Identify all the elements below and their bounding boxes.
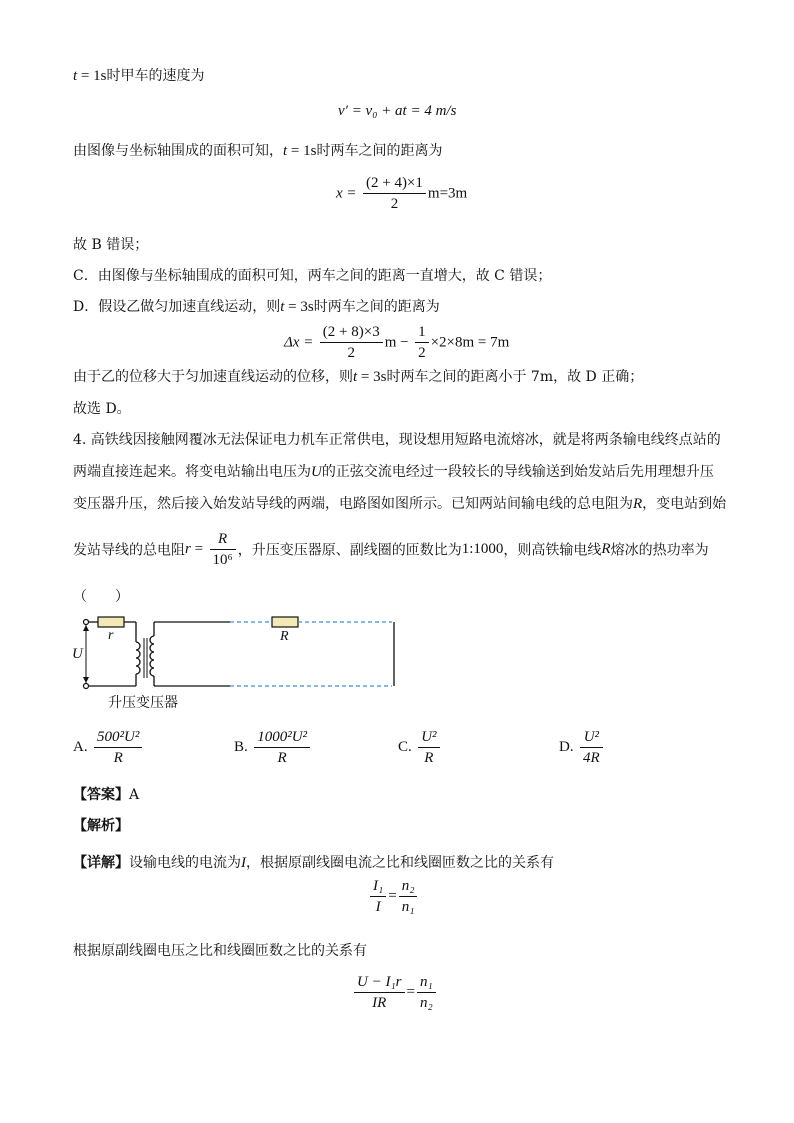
text-line: 故 B 错误； xyxy=(73,237,149,253)
fraction xyxy=(354,972,405,1013)
numerator: n₂ xyxy=(401,878,415,894)
equation-delta-x xyxy=(284,322,509,363)
denominator: I xyxy=(370,896,386,917)
option-D[interactable] xyxy=(559,727,605,768)
text-segment: D．假设乙做匀加速直线运动，则 xyxy=(73,299,281,315)
label-U: U xyxy=(72,646,83,662)
question-text: 4. 高铁线因接触网覆冰无法保证电力机车正常供电，现设想用短路电流熔冰，就是将两条输电线终点站的 xyxy=(73,432,721,448)
numerator: (2 + 4)×1 xyxy=(365,175,423,191)
option-letter: B. xyxy=(234,739,248,755)
denominator: IR xyxy=(354,992,405,1013)
text-line xyxy=(73,367,643,387)
var-I: I xyxy=(241,855,246,871)
detail-line xyxy=(73,853,554,873)
resistor-R xyxy=(272,617,298,627)
denominator: R xyxy=(418,747,439,768)
denominator: n₂ xyxy=(417,992,436,1013)
text-segment: ，则高铁输电线 xyxy=(503,542,602,559)
text-segment: 时两车之间的距离为 xyxy=(316,143,443,159)
denominator: 2 xyxy=(320,342,383,363)
answer-line xyxy=(73,785,139,805)
value-1s: = 1s xyxy=(77,68,107,84)
text-segment: 的正弦交流电经过一段较长的导线输送到始发站后先用理想升压 xyxy=(321,464,714,480)
text-segment: 变压器升压，然后接入始发站导线的两端，电路图如图所示。已知两站间输电线的总电阻为 xyxy=(73,496,633,512)
denominator: 10⁶ xyxy=(210,549,236,570)
option-fraction xyxy=(94,727,142,768)
var-t: t xyxy=(353,369,358,385)
numerator: 500²U² xyxy=(97,729,140,745)
question-text xyxy=(73,462,714,482)
text-segment: 两端直接连起来。将变电站输出电压为 xyxy=(73,464,311,480)
answer-label: 【答案】 xyxy=(73,787,129,803)
eq-mid: m − xyxy=(384,334,409,351)
text-line xyxy=(73,141,442,161)
denominator: n₁ xyxy=(399,896,418,917)
eq-lhs: Δx = xyxy=(284,334,314,351)
text-segment: ，根据原副线圈电流之比和线圈匝数之比的关系有 xyxy=(246,855,554,871)
equals: = xyxy=(406,984,415,1000)
equation-current-ratio xyxy=(368,876,419,917)
option-letter: A. xyxy=(73,739,88,755)
text-segment: 由于乙的位移大于匀加速直线运动的位移，则 xyxy=(73,369,353,385)
var-U: U xyxy=(311,464,322,480)
eq-lhs: x = xyxy=(336,185,357,202)
fraction xyxy=(370,876,386,917)
text-segment: 时甲车的速度为 xyxy=(106,68,205,84)
text-segment: ，变电站到始 xyxy=(642,496,727,512)
text-line: C．由图像与坐标轴围成的面积可知，两车之间的距离一直增大，故 C 错误； xyxy=(73,268,552,284)
denominator: 2 xyxy=(415,342,429,363)
numerator: R xyxy=(218,531,228,547)
denominator: 2 xyxy=(363,193,426,214)
option-letter: C. xyxy=(398,739,412,755)
numerator: (2 + 8)×3 xyxy=(322,324,380,340)
value-3s: = 3s xyxy=(357,369,387,385)
caption-transformer: 升压变压器 xyxy=(108,695,178,711)
terminal xyxy=(84,684,89,689)
text-line: 故选 D。 xyxy=(73,401,131,417)
value-3s: = 3s xyxy=(284,299,314,315)
equation-distance xyxy=(336,173,467,214)
secondary-coil xyxy=(150,636,154,676)
fraction xyxy=(399,876,418,917)
text-segment: 熔冰的热功率为 xyxy=(610,542,709,559)
denominator: R xyxy=(254,747,310,768)
numerator: U − I₁r xyxy=(357,974,402,990)
var-R: R xyxy=(601,541,611,557)
text-segment: 由图像与坐标轴围成的面积可知， xyxy=(73,143,283,159)
fraction xyxy=(363,173,426,214)
label-R: R xyxy=(280,629,289,644)
option-fraction xyxy=(418,727,439,768)
arrow-head xyxy=(83,625,89,631)
label-r: r xyxy=(108,628,114,643)
option-B[interactable] xyxy=(234,727,312,768)
equation-voltage-ratio xyxy=(352,972,438,1013)
arrow-head xyxy=(83,677,89,683)
numerator: U² xyxy=(583,729,600,745)
var-t: t xyxy=(73,68,78,84)
text-segment: ，升压变压器原、副线圈的匝数比为 xyxy=(237,542,462,559)
option-fraction xyxy=(254,727,310,768)
circuit-diagram xyxy=(66,612,406,692)
equals: = xyxy=(388,888,397,904)
text-line xyxy=(73,297,440,317)
question-text xyxy=(73,529,709,570)
text-line xyxy=(73,66,204,86)
ratio: 1:1000 xyxy=(461,541,504,557)
fraction xyxy=(320,322,383,363)
option-fraction xyxy=(580,727,603,768)
eq-rhs: m=3m xyxy=(427,185,468,202)
fraction xyxy=(415,322,429,363)
equation-velocity: v′ = v₀ + at = 4 m/s xyxy=(338,103,457,119)
var-t: t xyxy=(283,143,288,159)
text-line: 根据原副线圈电压之比和线圈匝数之比的关系有 xyxy=(73,943,367,959)
var-r: r xyxy=(185,541,191,557)
detail-label: 【详解】 xyxy=(73,855,129,871)
var-t: t xyxy=(280,299,285,315)
option-C[interactable] xyxy=(398,727,442,768)
answer-bracket: （ ） xyxy=(73,589,129,605)
denominator: 4R xyxy=(580,747,603,768)
primary-coil xyxy=(136,642,140,674)
option-A[interactable] xyxy=(73,727,144,768)
text-segment: 设输电线的电流为 xyxy=(129,855,241,871)
text-segment: 发站导线的总电阻 xyxy=(73,542,185,559)
numerator: n₁ xyxy=(419,974,433,990)
fraction xyxy=(417,972,436,1013)
eq-rhs: ×2×8m = 7m xyxy=(430,334,510,351)
terminal xyxy=(84,620,89,625)
answer-value: A xyxy=(129,787,140,803)
equals: = xyxy=(190,541,204,557)
denominator: R xyxy=(94,747,142,768)
numerator: 1 xyxy=(418,324,426,340)
fraction-r xyxy=(210,529,236,570)
option-letter: D. xyxy=(559,739,574,755)
numerator: 1000²U² xyxy=(257,729,308,745)
question-text xyxy=(73,494,726,514)
value-1s: = 1s xyxy=(287,143,317,159)
text-segment: 时两车之间的距离为 xyxy=(313,299,440,315)
numerator: U² xyxy=(421,729,437,745)
analysis-label: 【解析】 xyxy=(73,818,129,834)
text-segment: 时两车之间的距离小于 7m，故 D 正确； xyxy=(386,369,644,385)
numerator: I₁ xyxy=(373,878,384,894)
var-R: R xyxy=(633,496,643,512)
